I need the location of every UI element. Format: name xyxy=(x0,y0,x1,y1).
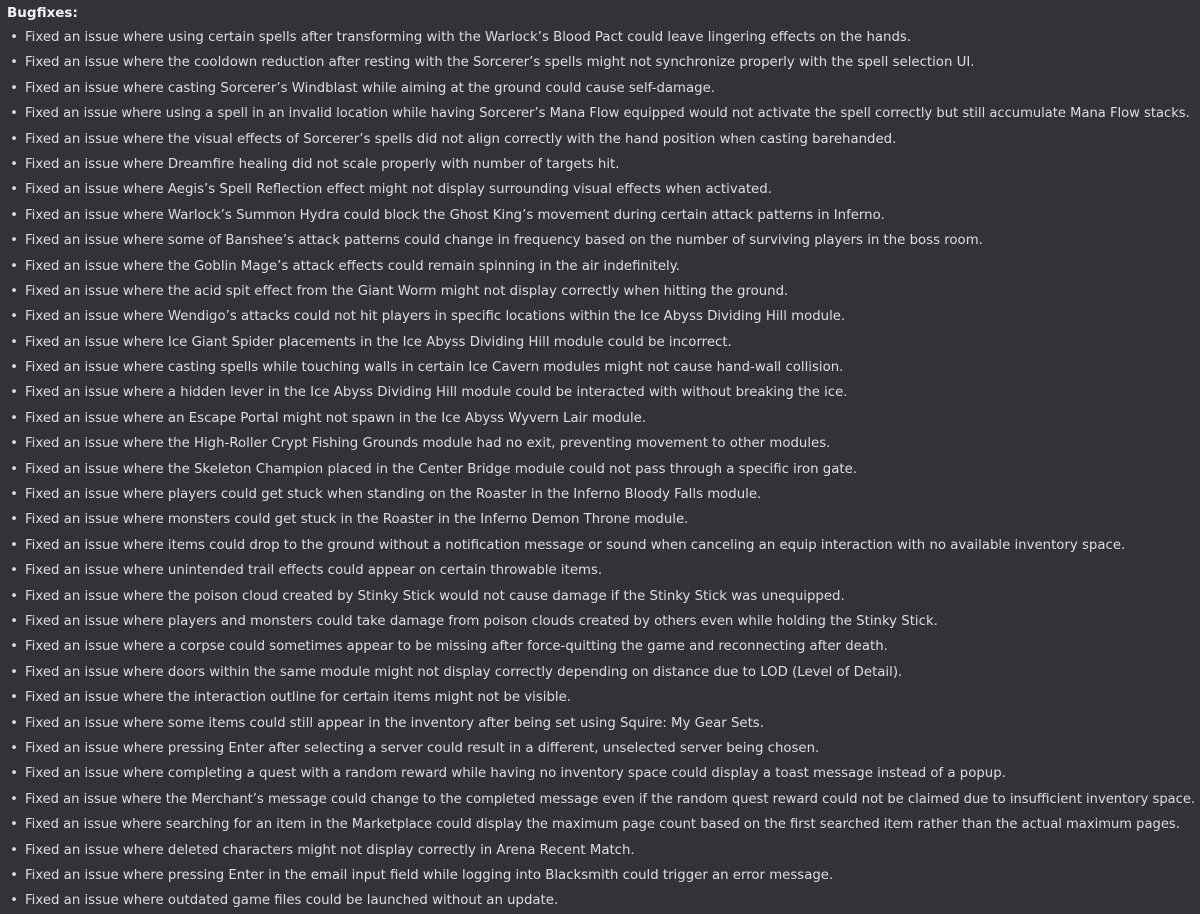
bullet-icon: • xyxy=(10,309,18,325)
list-item-text: Fixed an issue where monsters could get stuck in the Roaster in the Inferno Demon Throne module. xyxy=(25,512,689,528)
bullet-icon: • xyxy=(10,156,18,172)
list-item-text: Fixed an issue where using a spell in an invalid location while having Sorcerer’s Mana Flow equipped would not activate the spell correctly but still accumulate Mana Flow stacks. xyxy=(25,106,1190,122)
list-item xyxy=(7,279,1194,304)
list-item xyxy=(7,558,1194,583)
bullet-icon: • xyxy=(10,817,18,833)
list-item xyxy=(7,736,1194,761)
list-item-text: Fixed an issue where outdated game files could be launched without an update. xyxy=(25,893,559,909)
list-item xyxy=(7,507,1194,532)
list-item xyxy=(7,812,1194,837)
list-item xyxy=(7,482,1194,507)
list-item xyxy=(7,254,1194,279)
bullet-icon: • xyxy=(10,233,18,249)
bullet-icon: • xyxy=(10,283,18,299)
list-item xyxy=(7,50,1194,75)
list-item-text: Fixed an issue where a corpse could sometimes appear to be missing after force-quitting the game and reconnecting after death. xyxy=(25,639,888,655)
list-item-text: Fixed an issue where pressing Enter after selecting a server could result in a different, unselected server being chosen. xyxy=(25,740,820,756)
bullet-icon: • xyxy=(10,613,18,629)
list-item-text: Fixed an issue where Dreamfire healing did not scale properly with number of targets hit. xyxy=(25,156,620,172)
list-item xyxy=(7,431,1194,456)
list-item-text: Fixed an issue where the Merchant’s message could change to the completed message even if the random quest reward could not be claimed due to insufficient inventory space. xyxy=(25,791,1196,807)
list-item xyxy=(7,787,1194,812)
bullet-icon: • xyxy=(10,436,18,452)
bullet-icon: • xyxy=(10,30,18,45)
bullet-icon: • xyxy=(10,131,18,147)
list-item xyxy=(7,457,1194,482)
list-item xyxy=(7,609,1194,634)
list-item xyxy=(7,634,1194,659)
list-item-text: Fixed an issue where deleted characters might not display correctly in Arena Recent Match. xyxy=(25,842,635,858)
bullet-icon: • xyxy=(10,766,18,782)
list-item-text: Fixed an issue where the interaction outline for certain items might not be visible. xyxy=(25,690,572,706)
list-item-text: Fixed an issue where casting spells while touching walls in certain Ice Cavern modules might not cause hand-wall collision. xyxy=(25,360,844,376)
list-item-text: Fixed an issue where the acid spit effect from the Giant Worm might not display correctly when hitting the ground. xyxy=(25,283,789,299)
list-item-text: Fixed an issue where items could drop to the ground without a notification message or sound when canceling an equip interaction with no available inventory space. xyxy=(25,537,1126,553)
list-item xyxy=(7,584,1194,609)
list-item-text: Fixed an issue where using certain spells after transforming with the Warlock’s Blood Pact could leave lingering effects on the hands. xyxy=(25,30,912,45)
bullet-icon: • xyxy=(10,410,18,426)
bullet-icon: • xyxy=(10,360,18,376)
list-item-text: Fixed an issue where some of Banshee’s attack patterns could change in frequency based on the number of surviving players in the boss room. xyxy=(25,233,983,249)
bullet-icon: • xyxy=(10,512,18,528)
list-item xyxy=(7,406,1194,431)
list-item xyxy=(7,838,1194,863)
bullet-icon: • xyxy=(10,715,18,731)
list-item xyxy=(7,152,1194,177)
list-item-text: Fixed an issue where the visual effects of Sorcerer’s spells did not align correctly with the hand position when casting barehanded. xyxy=(25,131,897,147)
bugfixes-heading: Bugfixes: xyxy=(7,5,78,21)
list-item xyxy=(7,25,1194,50)
bullet-icon: • xyxy=(10,385,18,401)
list-item-text: Fixed an issue where Warlock’s Summon Hydra could block the Ghost King’s movement during certain attack patterns in Inferno. xyxy=(25,207,885,223)
list-item xyxy=(7,888,1194,913)
list-item xyxy=(7,101,1194,126)
bullet-icon: • xyxy=(10,740,18,756)
bullet-icon: • xyxy=(10,563,18,579)
list-item-text: Fixed an issue where the High-Roller Crypt Fishing Grounds module had no exit, preventing movement to other modules. xyxy=(25,436,831,452)
list-item-text: Fixed an issue where doors within the same module might not display correctly depending on distance due to LOD (Level of Detail). xyxy=(25,664,903,680)
list-item-text: Fixed an issue where Wendigo’s attacks could not hit players in specific locations within the Ice Abyss Dividing Hill module. xyxy=(25,309,846,325)
bullet-icon: • xyxy=(10,55,18,71)
list-item-text: Fixed an issue where Ice Giant Spider placements in the Ice Abyss Dividing Hill module could be incorrect. xyxy=(25,334,732,350)
bullet-icon: • xyxy=(10,258,18,274)
list-item xyxy=(7,863,1194,888)
list-item xyxy=(7,711,1194,736)
bullet-icon: • xyxy=(10,182,18,198)
bullet-icon: • xyxy=(10,690,18,706)
bullet-icon: • xyxy=(10,207,18,223)
bullet-icon: • xyxy=(10,842,18,858)
list-item xyxy=(7,304,1194,329)
bullet-icon: • xyxy=(10,588,18,604)
bullet-icon: • xyxy=(10,893,18,909)
bullet-icon: • xyxy=(10,461,18,477)
list-item-text: Fixed an issue where the poison cloud created by Stinky Stick would not cause damage if the Stinky Stick was unequipped. xyxy=(25,588,845,604)
list-item-text: Fixed an issue where an Escape Portal might not spawn in the Ice Abyss Wyvern Lair module. xyxy=(25,410,647,426)
list-item-text: Fixed an issue where players and monsters could take damage from poison clouds created by others even while holding the Stinky Stick. xyxy=(25,613,938,629)
bullet-icon: • xyxy=(10,487,18,503)
bullet-icon: • xyxy=(10,639,18,655)
list-item-text: Fixed an issue where completing a quest with a random reward while having no inventory space could display a toast message instead of a popup. xyxy=(25,766,1006,782)
list-item-text: Fixed an issue where a hidden lever in the Ice Abyss Dividing Hill module could be interacted with without breaking the ice. xyxy=(25,385,848,401)
list-item-text: Fixed an issue where the Goblin Mage’s attack effects could remain spinning in the air indefinitely. xyxy=(25,258,680,274)
list-item-text: Fixed an issue where the cooldown reduction after resting with the Sorcerer’s spells might not synchronize properly with the spell selection UI. xyxy=(25,55,975,71)
bullet-icon: • xyxy=(10,867,18,883)
list-item xyxy=(7,228,1194,253)
list-item xyxy=(7,660,1194,685)
list-item xyxy=(7,380,1194,405)
list-item xyxy=(7,76,1194,101)
list-item xyxy=(7,355,1194,380)
bullet-icon: • xyxy=(10,791,18,807)
list-item-text: Fixed an issue where players could get stuck when standing on the Roaster in the Inferno Bloody Falls module. xyxy=(25,487,762,503)
bullet-icon: • xyxy=(10,106,18,122)
list-item-text: Fixed an issue where pressing Enter in the email input field while logging into Blacksmith could trigger an error message. xyxy=(25,867,834,883)
bullet-icon: • xyxy=(10,537,18,553)
list-item-text: Fixed an issue where casting Sorcerer’s Windblast while aiming at the ground could cause self-damage. xyxy=(25,80,715,96)
list-item-text: Fixed an issue where the Skeleton Champion placed in the Center Bridge module could not pass through a specific iron gate. xyxy=(25,461,857,477)
bullet-icon: • xyxy=(10,664,18,680)
list-item xyxy=(7,177,1194,202)
list-item-text: Fixed an issue where Aegis’s Spell Reflection effect might not display surrounding visual effects when activated. xyxy=(25,182,772,198)
list-item xyxy=(7,685,1194,710)
bullet-icon: • xyxy=(10,80,18,96)
list-item xyxy=(7,127,1194,152)
list-item xyxy=(7,533,1194,558)
list-item xyxy=(7,761,1194,786)
bullet-icon: • xyxy=(10,334,18,350)
list-item-text: Fixed an issue where searching for an item in the Marketplace could display the maximum page count based on the first searched item rather than the actual maximum pages. xyxy=(25,817,1180,833)
list-item xyxy=(7,330,1194,355)
bugfix-list xyxy=(7,25,1194,914)
list-item xyxy=(7,203,1194,228)
list-item-text: Fixed an issue where unintended trail effects could appear on certain throwable items. xyxy=(25,563,603,579)
list-item-text: Fixed an issue where some items could still appear in the inventory after being set using Squire: My Gear Sets. xyxy=(25,715,764,731)
